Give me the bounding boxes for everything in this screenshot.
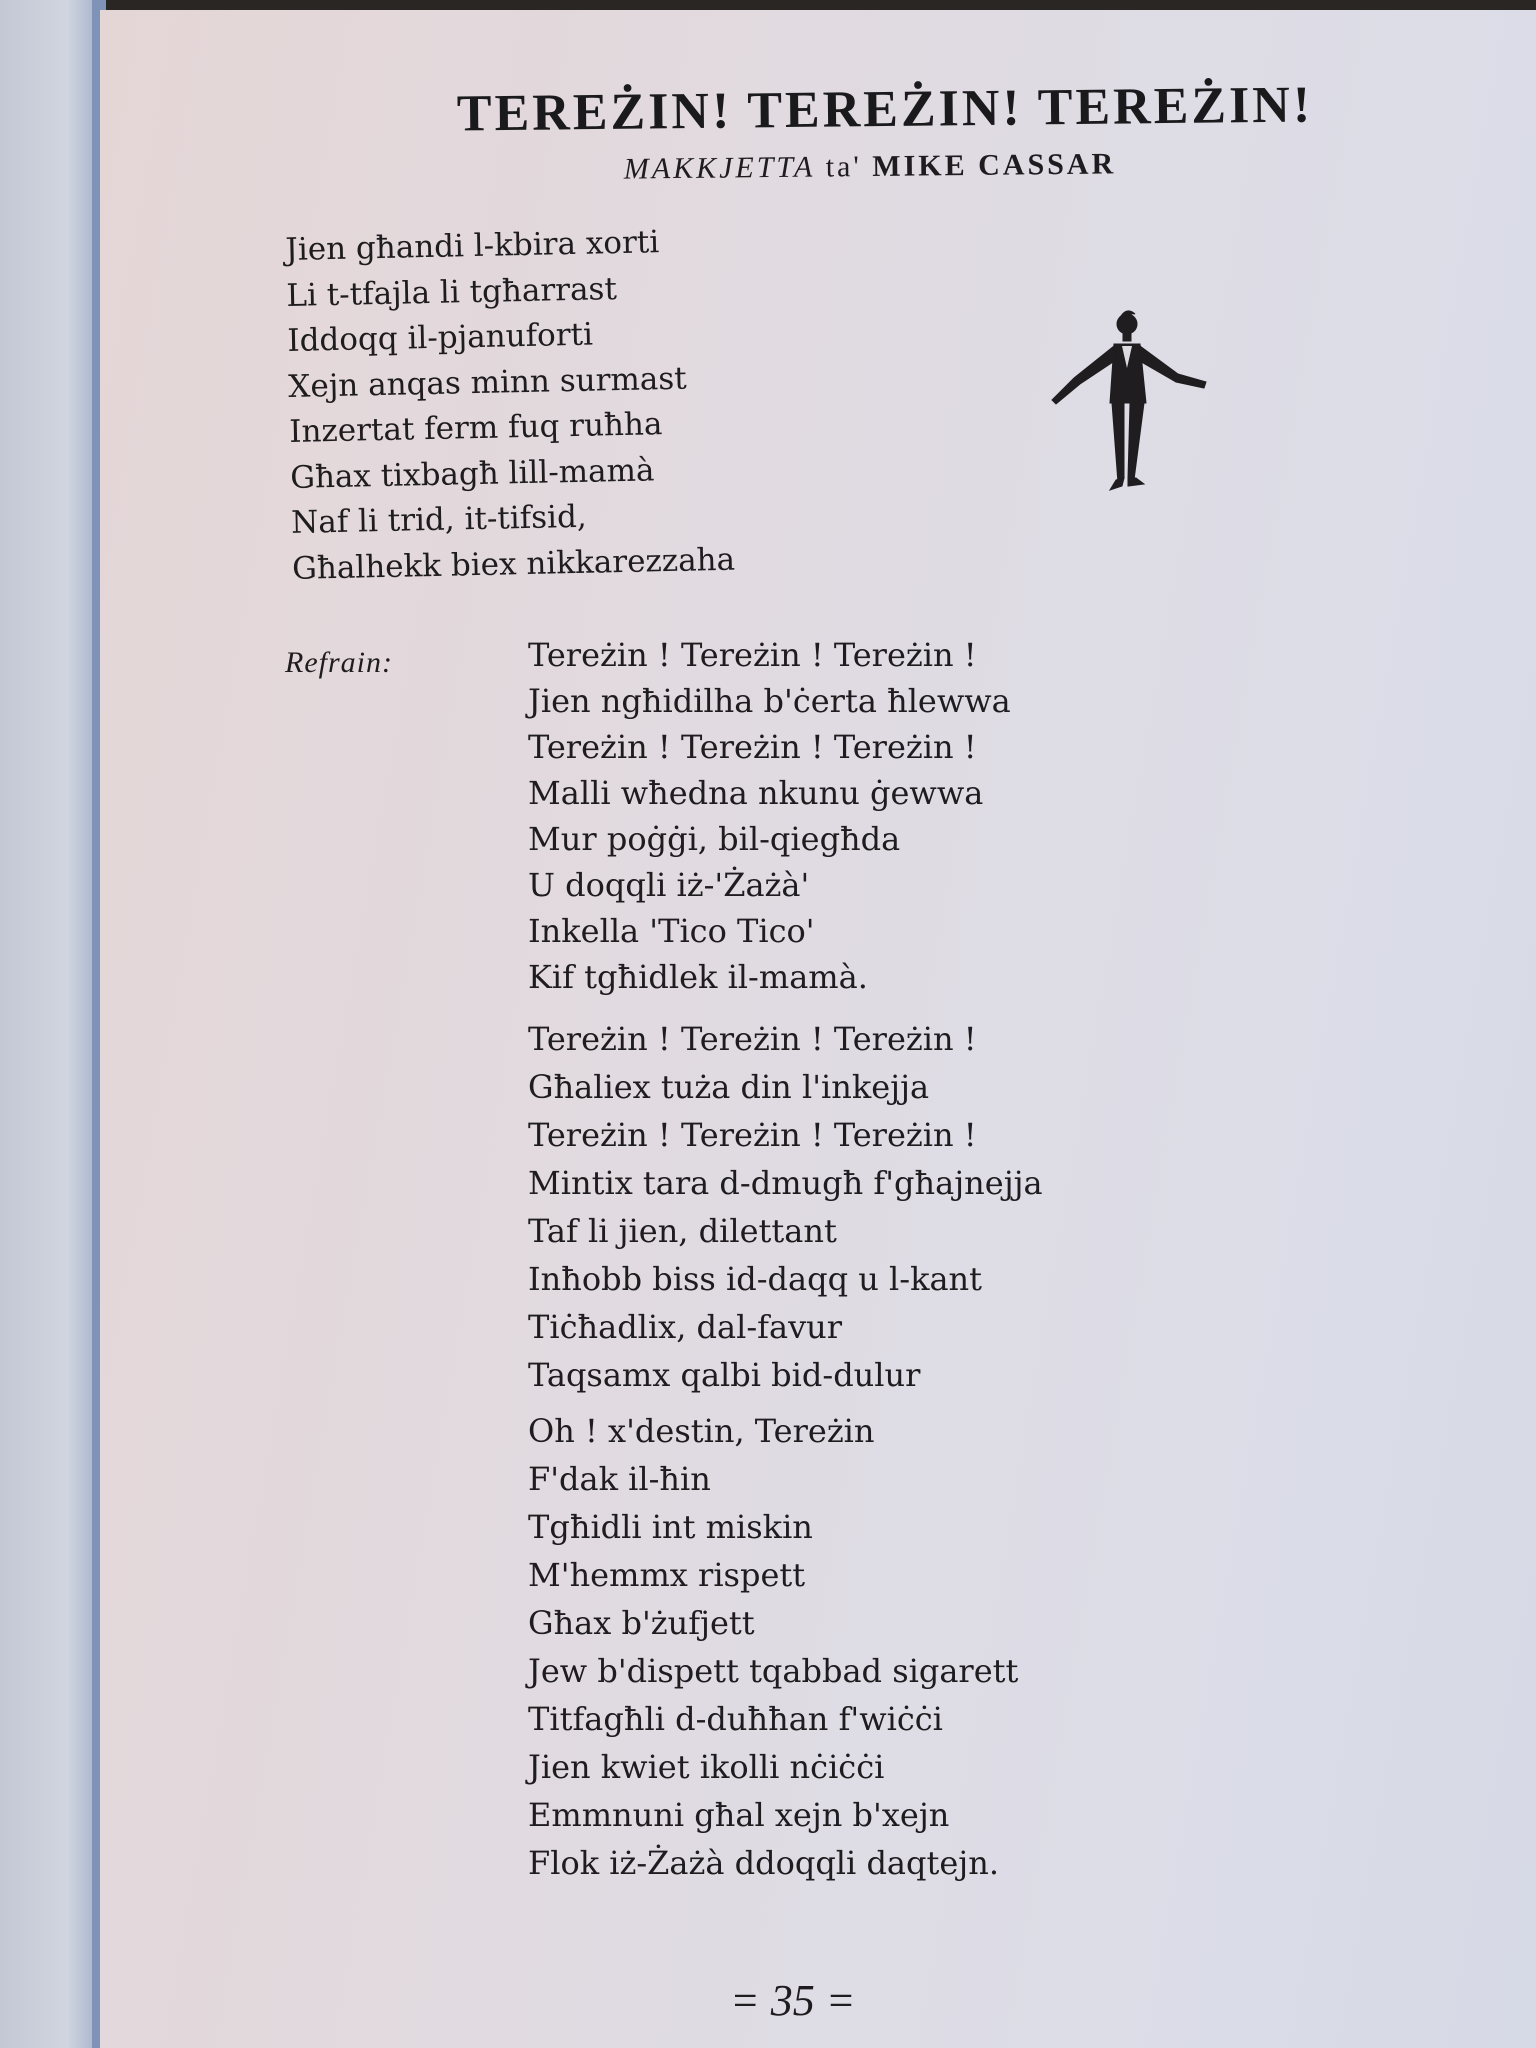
refrain-line: Titfagħli d-duħħan f'wiċċi (528, 1700, 943, 1738)
refrain-line: F'dak il-ħin (528, 1460, 711, 1498)
refrain-line: Tereżin ! Tereżin ! Tereżin ! (528, 728, 977, 766)
book-page (100, 10, 1536, 2048)
refrain-line: Jien kwiet ikolli nċiċċi (528, 1748, 885, 1786)
song-subtitle (460, 146, 1280, 189)
genre-label: MAKKJETTA (623, 150, 816, 186)
verse-line: Inzertat ferm fuq ruħha (288, 406, 663, 450)
verse-line: Xejn anqas minn surmast (287, 360, 688, 405)
refrain-line: Oh ! x'destin, Tereżin (528, 1412, 875, 1450)
refrain-line: Malli wħedna nkunu ġewwa (528, 774, 984, 812)
verse-line: Li t-tfajla li tgħarrast (286, 270, 618, 314)
author-name: MIKE CASSAR (872, 147, 1117, 183)
refrain-line: Kif tgħidlek il-mamà. (528, 958, 868, 996)
previous-page-edge (0, 0, 96, 2048)
subtitle-connector: ta' (825, 150, 862, 184)
song-title: TEREŻIN! TEREŻIN! TEREŻIN! (456, 76, 1314, 143)
refrain-label: Refrain: (285, 646, 393, 679)
verse-line: Għalhekk biex nikkarezzaha (291, 541, 736, 587)
refrain-line: U doqqli iż-'Żażà' (528, 866, 810, 904)
refrain-line: Jew b'dispett tqabbad sigarett (528, 1652, 1019, 1690)
refrain-line: Emmnuni għal xejn b'xejn (528, 1796, 950, 1834)
refrain-line: Taf li jien, dilettant (528, 1212, 837, 1250)
refrain-line: Taqsamx qalbi bid-dulur (528, 1356, 921, 1394)
refrain-line: Tereżin ! Tereżin ! Tereżin ! (528, 636, 977, 674)
refrain-line: Għaliex tuża din l'inkejja (528, 1068, 930, 1106)
gentleman-illustration (1028, 308, 1228, 548)
refrain-line: Tiċħadlix, dal-favur (528, 1308, 843, 1346)
refrain-line: M'hemmx rispett (528, 1556, 806, 1594)
refrain-line: Tereżin ! Tereżin ! Tereżin ! (528, 1116, 977, 1154)
refrain-line: Inħobb biss id-daqq u l-kant (528, 1260, 982, 1298)
refrain-line: Tgħidli int miskin (528, 1508, 813, 1546)
refrain-line: Mur poġġi, bil-qiegħda (528, 820, 901, 858)
verse-line: Naf li trid, it-tifsid, (290, 498, 588, 541)
page-number: = 35 = (730, 1976, 856, 2025)
verse-line: Iddoqq il-pjanuforti (286, 316, 594, 359)
refrain-line: Għax b'żufjett (528, 1604, 755, 1642)
verse-line: Jien għandi l-kbira xorti (285, 224, 660, 268)
refrain-line: Tereżin ! Tereżin ! Tereżin ! (528, 1020, 977, 1058)
verse-line: Għax tixbagħ lill-mamà (289, 451, 655, 496)
verse-stanza (285, 219, 736, 592)
refrain-line: Jien ngħidilha b'ċerta ħlewwa (528, 682, 1011, 720)
refrain-line: Flok iż-Żażà ddoqqli daqtejn. (528, 1844, 999, 1882)
refrain-line: Inkella 'Tico Tico' (528, 912, 815, 950)
refrain-line: Mintix tara d-dmugħ f'għajnejja (528, 1164, 1043, 1202)
